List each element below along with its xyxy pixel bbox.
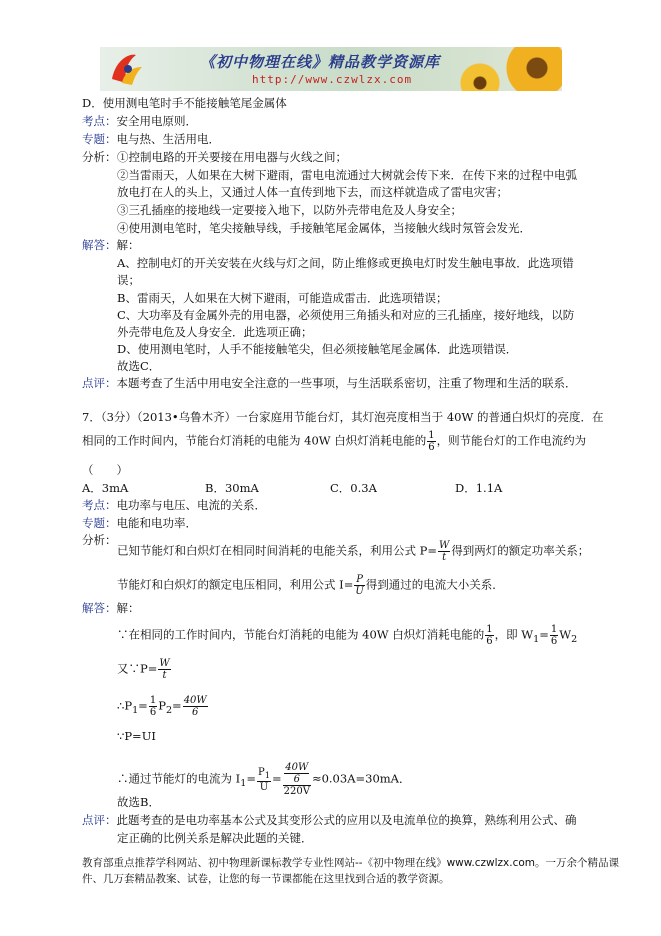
kaodian-tag: 考点： — [82, 498, 117, 512]
jieda-line: C、大功率及有金属外壳的用电器，必须使用三角插头和对应的三孔插座，接好地线，以防 — [117, 308, 575, 322]
q7-stem-line-2 — [82, 430, 586, 453]
jieda-line: B、雷雨天，人如果在大树下避雨，可能造成雷击．此选项错误； — [117, 291, 448, 305]
q7-choose: 故选B． — [117, 795, 160, 809]
step-text: = — [138, 698, 148, 713]
step-text: ∵在相同的工作时间内，节能台灯消耗的电能为 40W 白炽灯消耗电能的 — [117, 627, 485, 642]
header-banner — [100, 47, 562, 91]
q7-kaodian-row — [82, 497, 266, 513]
jieda-line: D、使用测电笔时，人手不能接触笔尖，但必须接触笔尾金属体．此选项错误． — [117, 342, 518, 356]
dianping-text: 本题考查了生活中用电安全注意的一些事项，与生活联系密切，注重了物理和生活的联系． — [116, 376, 577, 390]
step-text: P — [158, 698, 166, 713]
dianping-tag: 点评： — [82, 813, 117, 827]
step-fraction — [550, 624, 558, 647]
fraction-denominator: 6 — [149, 707, 157, 718]
formula-fraction — [438, 540, 450, 563]
step-text: = — [246, 771, 256, 786]
kaodian-text: 电功率与电压、电流的关系． — [116, 498, 266, 512]
q7-fenxi-line-1 — [117, 540, 589, 563]
banner-url: http://www.czwlzx.com — [252, 73, 413, 86]
fraction-numerator: 40W — [285, 762, 309, 773]
page-footer — [82, 855, 619, 887]
step-text: = — [539, 627, 549, 642]
fenxi-line: ②当雷雨天，人如果在大树下避雨，雷电电流通过大树就会传下来．在传下来的过程中电弧 — [117, 168, 577, 182]
fraction-numerator: 1 — [550, 624, 558, 635]
fenxi-text-end: 得到通过的电流大小关系． — [365, 577, 504, 592]
q7-option-c: C．0.3A — [330, 481, 377, 495]
fraction-numerator: W — [159, 658, 170, 669]
jieda-lead: 解： — [116, 601, 140, 615]
zhuanti-text: 电与热、生活用电． — [116, 132, 220, 146]
fenxi-text: 节能灯和白炽灯的额定电压相同，利用公式 I= — [117, 577, 354, 592]
q7-stem-line-1: 7．（3分）（2013•乌鲁木齐）一台家庭用节能台灯，其灯泡亮度相当于 40W 的普通白炽灯的亮度．在 — [82, 410, 604, 424]
footer-line-1: 教育部重点推荐学科网站、初中物理新课标教学专业性网站--《初中物理在线》www.czwlzx.com。一万余个精品课 — [82, 857, 619, 869]
step-fraction: $\frac{P_1}{U}$ — [257, 766, 270, 793]
site-logo-icon — [106, 49, 146, 89]
q7-option-a: A．3mA — [82, 481, 129, 495]
formula-fraction — [354, 574, 364, 597]
dianping-tag: 点评： — [82, 376, 117, 390]
fraction-denominator: U — [259, 781, 269, 793]
jieda-line: 故选C． — [117, 359, 161, 373]
fraction-denominator: 220V — [283, 786, 310, 797]
fraction-denominator: 6 — [550, 636, 558, 647]
q7-solution-step-3: $\therefore P_1=$ $\frac{1}{6}$ $P_2=$ $\frac{40W}{6}$ — [117, 695, 207, 718]
jieda-tag: 解答： — [82, 238, 117, 252]
fenxi-line: ④使用测电笔时，笔尖接触导线，手接触笔尾金属体，当接触火线时氖管会发光． — [117, 221, 531, 235]
q6-dianping-row — [82, 375, 577, 391]
compound-fraction — [283, 762, 311, 797]
q7-zhuanti-row — [82, 515, 197, 531]
q7-fraction — [427, 430, 435, 453]
kaodian-text: 安全用电原则． — [116, 114, 197, 128]
step-text: = — [272, 771, 282, 786]
step-fraction — [149, 695, 157, 718]
q7-option-d: D．1.1A — [455, 481, 503, 495]
fenxi-line: ①控制电路的开关要接在用电器与火线之间； — [117, 150, 347, 164]
zhuanti-tag: 专题： — [82, 132, 117, 146]
q7-stem-text-end: ，则节能台灯的工作电流约为 — [436, 433, 587, 448]
q6-fenxi-tag: 分析： — [82, 150, 117, 164]
q7-solution-step-5: ∴通过节能灯的电流为 $I_1=$ $\frac{P_1}{U}$ = $\frac{\frac{40W}{6}}{220V}$ ≈0.03A=30mA． — [117, 762, 411, 797]
q6-jieda-row — [82, 237, 140, 253]
fenxi-line: 放电打在人的头上，又通过人体一直传到地下去，而这样就造成了雷电灾害； — [117, 185, 508, 199]
step-text: ，即 W — [494, 627, 534, 642]
q7-jieda-row — [82, 600, 140, 616]
step-fraction — [183, 695, 208, 718]
q7-stem-text: 相同的工作时间内，节能台灯消耗的电能为 40W 白炽灯消耗电能的 — [82, 433, 427, 448]
q6-zhuanti-row — [82, 131, 220, 147]
step-text: ∴P — [117, 698, 133, 713]
q6-option-d: D．使用测电笔时手不能接触笔尾金属体 — [82, 96, 287, 110]
fenxi-text-end: 得到两灯的额定功率关系； — [451, 543, 590, 558]
jieda-tag: 解答： — [82, 601, 117, 615]
fraction-denominator: t — [442, 552, 447, 563]
zhuanti-text: 电能和电功率． — [116, 516, 197, 530]
footer-line-2: 件、几万套精品教案、试卷，让您的每一节课都能在这里找到合适的教学资源。 — [82, 873, 450, 885]
q7-dianping-row — [82, 812, 577, 828]
q7-solution-step-4: ∵P=UI — [117, 729, 156, 743]
q7-dianping-line-2: 定正确的比例关系是解决此题的关键． — [117, 831, 313, 845]
jieda-line: 误； — [117, 273, 140, 287]
fraction-numerator: 1 — [149, 695, 157, 706]
fenxi-text: 已知节能灯和白炽灯在相同时间消耗的电能关系，利用公式 P= — [117, 543, 438, 558]
jieda-line: A、控制电灯的开关安装在火线与灯之间，防止维修或更换电灯时发生触电事故．此选项错 — [117, 256, 574, 270]
q7-answer-blank: （ ） — [82, 463, 128, 477]
fraction-denominator: U — [355, 586, 364, 597]
banner-title: 《初中物理在线》精品教学资源库 — [200, 53, 441, 71]
q7-fenxi-line-2 — [117, 574, 504, 597]
fraction-numerator: 1 — [428, 430, 435, 441]
q6-kaodian-row — [82, 113, 197, 129]
step-fraction — [158, 658, 170, 681]
sunflower-decoration — [458, 61, 502, 91]
dianping-text: 此题考查的是电功率基本公式及其变形公式的应用以及电流单位的换算，熟练利用公式、确 — [116, 813, 577, 827]
step-text: W — [559, 627, 572, 642]
step-fraction — [485, 624, 493, 647]
fraction-numerator: 1 — [486, 624, 493, 635]
step-text: ∴通过节能灯的电流为 I — [117, 771, 241, 786]
sunflower-decoration-large — [502, 47, 562, 91]
fraction-numerator: 40W — [183, 695, 207, 706]
q7-option-b: B．30mA — [205, 481, 259, 495]
fraction-denominator: 6 — [428, 442, 435, 453]
zhuanti-tag: 专题： — [82, 516, 117, 530]
fraction-numerator: P — [356, 574, 363, 585]
kaodian-tag: 考点： — [82, 114, 117, 128]
jieda-line: 外壳带电危及人身安全．此选项正确； — [117, 325, 313, 339]
q7-solution-step-2 — [117, 658, 172, 681]
fenxi-line: ③三孔插座的接地线一定要接入地下，以防外壳带电危及人身安全； — [117, 203, 462, 217]
fraction-denominator: 6 — [486, 636, 493, 647]
jieda-lead: 解： — [116, 238, 140, 252]
step-text: 又∵P= — [117, 661, 158, 676]
fraction-denominator: 6 — [293, 774, 300, 785]
fraction-denominator: t — [162, 670, 167, 681]
step-text: = — [172, 698, 182, 713]
step-text: ≈0.03A=30mA． — [311, 771, 411, 786]
q7-solution-step-1: ∵在相同的工作时间内，节能台灯消耗的电能为 40W 白炽灯消耗电能的 $\frac{1}{6}$ ，即 $W_1=$ $\frac{1}{6}$ $W_2$ — [117, 624, 578, 647]
fraction-numerator: W — [439, 540, 450, 551]
q7-fenxi-tag: 分析： — [82, 533, 117, 547]
fraction-denominator: 6 — [192, 707, 199, 718]
